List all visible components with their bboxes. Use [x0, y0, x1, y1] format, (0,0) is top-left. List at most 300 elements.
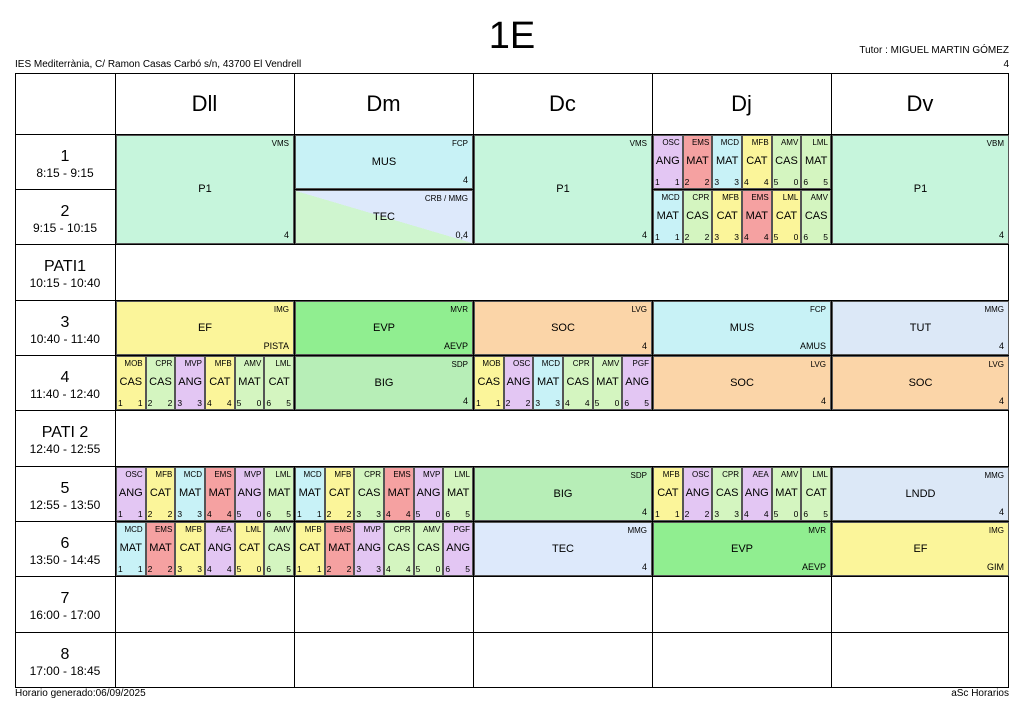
subject-code: CAS: [357, 487, 381, 499]
period-label: [15, 369, 115, 401]
page-number: 4: [1003, 59, 1009, 70]
lesson-card[interactable]: [832, 356, 1009, 410]
teacher-code: AMV: [810, 193, 828, 202]
teacher-code: EMS: [751, 193, 769, 202]
room-code: 4: [998, 396, 1004, 406]
lesson-card[interactable]: [832, 522, 1009, 576]
group-lesson[interactable]: [742, 190, 772, 244]
room-code: PISTA: [263, 341, 289, 351]
subject-code: MAT: [446, 487, 470, 499]
room-code: 0: [614, 398, 620, 408]
lesson-card[interactable]: [295, 356, 473, 410]
room-code: 4: [998, 341, 1004, 351]
room-code: 0: [793, 509, 799, 519]
room-code: 4: [998, 507, 1004, 517]
group-lesson[interactable]: [264, 467, 294, 521]
subject-code: MUS: [729, 321, 755, 334]
room-code: 5: [465, 509, 470, 519]
subject-code: ANG: [237, 487, 262, 499]
subject-code: CAS: [715, 487, 739, 499]
group-number: 4: [207, 509, 212, 519]
group-lesson[interactable]: [205, 356, 235, 410]
subject-code: EF: [913, 542, 928, 555]
group-number: 5: [594, 398, 600, 408]
subject-code: SOC: [551, 321, 575, 334]
group-number: 4: [744, 232, 749, 242]
period-number: 5: [60, 479, 70, 497]
room-code: 3: [734, 509, 739, 519]
teacher-code: LVG: [988, 360, 1004, 369]
teacher-code: CPR: [155, 359, 173, 368]
subject-code: MAT: [715, 155, 739, 167]
day-header: Dll: [191, 90, 218, 116]
room-code: 1: [137, 398, 143, 408]
group-lesson[interactable]: [235, 522, 265, 576]
group-lesson[interactable]: [116, 522, 146, 576]
group-lesson[interactable]: [384, 522, 414, 576]
column-divider: [652, 632, 653, 688]
group-lesson[interactable]: [264, 522, 294, 576]
group-lesson[interactable]: [801, 467, 831, 521]
room-code: 4: [226, 564, 232, 574]
teacher-code: LVG: [810, 360, 826, 369]
room-code: 3: [555, 398, 560, 408]
subject-code: MAT: [686, 155, 709, 167]
subject-code: LNDD: [905, 487, 936, 500]
group-lesson[interactable]: [295, 522, 325, 576]
teacher-code: SDP: [630, 471, 647, 480]
group-number: 3: [714, 177, 720, 187]
period-label: [15, 258, 115, 290]
group-lesson[interactable]: [683, 135, 713, 189]
group-number: 5: [236, 564, 242, 574]
teacher-code: EMS: [393, 470, 411, 479]
subject-code: CAT: [746, 155, 768, 167]
lesson-card[interactable]: [832, 135, 1009, 244]
group-lesson[interactable]: [325, 467, 355, 521]
subject-code: ANG: [744, 487, 769, 499]
group-number: 1: [655, 509, 660, 519]
group-number: 2: [147, 509, 153, 519]
subject-code: ANG: [685, 487, 710, 499]
teacher-code: CPR: [364, 470, 381, 479]
subject-code: EVP: [730, 542, 753, 555]
teacher-code: MFB: [751, 138, 769, 147]
period-time: 17:00 - 18:45: [29, 664, 101, 678]
period-number: 8: [60, 646, 70, 663]
teacher-code: PGF: [453, 525, 470, 534]
room-code: 3: [197, 564, 202, 574]
subject-code: P1: [198, 183, 212, 195]
room-code: 2: [346, 564, 352, 574]
room-code: 4: [584, 398, 590, 408]
room-code: 4: [641, 230, 647, 240]
group-lesson[interactable]: [175, 522, 205, 576]
room-code: 4: [641, 507, 647, 517]
subject-code: TEC: [552, 542, 574, 555]
lesson-card[interactable]: [474, 135, 652, 244]
group-number: 1: [297, 509, 302, 519]
subject-code: MUS: [371, 155, 397, 168]
subject-code: CAS: [149, 376, 172, 388]
subject-code: MAT: [745, 210, 769, 222]
room-code: 4: [405, 564, 411, 574]
subject-code: CAT: [716, 210, 738, 222]
school-address: IES Mediterrània, C/ Ramon Casas Carbó s/n, 43700 El Vendrell: [15, 59, 302, 70]
subject-code: ANG: [118, 487, 143, 499]
group-lesson[interactable]: [146, 356, 176, 410]
group-number: 1: [655, 177, 660, 187]
subject-code: CAT: [149, 487, 172, 499]
teacher-code: MVR: [450, 305, 468, 314]
subject-code: CAS: [775, 155, 798, 167]
group-lesson[interactable]: [146, 522, 176, 576]
room-code: 4: [226, 509, 232, 519]
group-lesson[interactable]: [325, 522, 355, 576]
group-lesson[interactable]: [414, 522, 444, 576]
period-time: 10:40 - 11:40: [30, 331, 100, 346]
room-code: 3: [376, 564, 381, 574]
group-lesson[interactable]: [384, 467, 414, 521]
teacher-code: AEA: [215, 525, 232, 534]
group-number: 6: [445, 509, 451, 519]
column-divider: [115, 632, 116, 688]
subject-code: MAT: [775, 487, 798, 499]
teacher-code: OSC: [691, 470, 710, 479]
group-lesson[interactable]: [443, 467, 473, 521]
column-divider: [294, 576, 295, 632]
room-code: 0: [793, 232, 799, 242]
group-lesson[interactable]: [474, 356, 504, 410]
teacher-code: AMV: [780, 138, 799, 147]
row-divider: [15, 244, 1009, 245]
room-code: 5: [644, 398, 649, 408]
teacher-code: VMS: [271, 139, 289, 148]
subject-code: BIG: [553, 487, 573, 500]
lesson-card[interactable]: [653, 522, 831, 576]
room-code: 2: [167, 509, 173, 519]
teacher-code: LML: [454, 470, 470, 479]
subject-code: CAS: [119, 376, 143, 388]
lesson-card[interactable]: [832, 467, 1009, 521]
subject-code: MAT: [656, 210, 680, 222]
row-divider: [15, 576, 1009, 577]
room-code: 1: [316, 509, 322, 519]
room-code: 0: [256, 564, 262, 574]
lesson-card[interactable]: [116, 301, 294, 355]
period-time: 16:00 - 17:00: [29, 608, 101, 622]
room-code: 5: [286, 564, 291, 574]
room-code: 3: [734, 177, 739, 187]
teacher-code: LML: [812, 470, 828, 479]
group-lesson[interactable]: [116, 467, 146, 521]
subject-code: CAT: [775, 210, 798, 222]
group-lesson[interactable]: [772, 467, 802, 521]
lesson-card[interactable]: [295, 190, 473, 244]
period-label: [15, 314, 115, 346]
room-code: 2: [346, 509, 352, 519]
group-lesson[interactable]: [801, 135, 831, 189]
subject-code: BIG: [374, 376, 394, 389]
teacher-code: FCP: [452, 139, 468, 148]
day-header: Dj: [731, 90, 752, 116]
column-divider: [831, 632, 832, 688]
room-code: 0: [256, 398, 262, 408]
row-divider: [15, 632, 1009, 633]
group-number: 2: [326, 564, 332, 574]
group-number: 6: [266, 564, 272, 574]
subject-code: MAT: [149, 542, 172, 554]
subject-code: ANG: [655, 155, 680, 167]
subject-code: MAT: [267, 487, 291, 499]
room-code: 1: [137, 509, 143, 519]
subject-code: CAS: [686, 210, 709, 222]
group-lesson[interactable]: [235, 467, 265, 521]
group-lesson[interactable]: [653, 467, 683, 521]
room-code: 5: [823, 509, 828, 519]
group-number: 5: [415, 509, 421, 519]
group-number: 5: [236, 509, 242, 519]
group-lesson[interactable]: [772, 135, 802, 189]
teacher-code: MOB: [482, 359, 501, 368]
teacher-code: MVR: [808, 526, 826, 535]
teacher-code: VBM: [986, 139, 1004, 148]
teacher-code: MFB: [214, 359, 232, 368]
period-number: 7: [60, 590, 70, 607]
group-number: 4: [207, 398, 212, 408]
row-divider: [15, 410, 1009, 411]
group-lesson[interactable]: [593, 356, 623, 410]
lesson-card[interactable]: [295, 301, 473, 355]
teacher-code: MOB: [124, 359, 143, 368]
group-lesson[interactable]: [354, 467, 384, 521]
subject-code: EF: [197, 321, 213, 334]
subject-code: ANG: [357, 542, 382, 554]
group-lesson[interactable]: [295, 467, 325, 521]
teacher-code: MCD: [183, 470, 202, 479]
lesson-card[interactable]: [653, 356, 831, 410]
teacher-code: AMV: [243, 359, 262, 368]
teacher-code: LML: [782, 193, 799, 202]
group-lesson[interactable]: [742, 467, 772, 521]
room-code: 0: [435, 564, 441, 574]
subject-code: TEC: [373, 210, 395, 223]
group-lesson[interactable]: [205, 467, 235, 521]
subject-code: ANG: [178, 376, 203, 388]
subject-code: CAT: [209, 376, 231, 388]
day-header: Dc: [549, 90, 576, 116]
group-number: 3: [714, 232, 720, 242]
subject-code: P1: [913, 183, 928, 195]
group-number: 1: [655, 232, 660, 242]
group-number: 2: [684, 232, 690, 242]
column-divider: [115, 244, 116, 300]
subject-code: CAS: [566, 376, 590, 388]
group-number: 5: [773, 177, 779, 187]
period-time: 13:50 - 14:45: [29, 552, 101, 567]
group-lesson[interactable]: [146, 467, 176, 521]
subject-code: TUT: [909, 321, 932, 334]
subject-code: MAT: [178, 487, 202, 499]
subject-code: CAT: [299, 542, 321, 554]
group-lesson[interactable]: [772, 190, 802, 244]
group-number: 1: [118, 398, 123, 408]
room-code: 0: [256, 509, 262, 519]
column-divider: [473, 632, 474, 688]
group-lesson[interactable]: [712, 190, 742, 244]
group-lesson[interactable]: [175, 356, 205, 410]
lesson-card[interactable]: [474, 301, 652, 355]
group-lesson[interactable]: [175, 467, 205, 521]
teacher-code: MCD: [661, 193, 680, 202]
group-number: 1: [118, 509, 123, 519]
group-lesson[interactable]: [354, 522, 384, 576]
column-divider: [115, 410, 116, 466]
subject-code: EVP: [372, 321, 395, 334]
subject-code: MAT: [119, 542, 143, 554]
teacher-code: SDP: [451, 360, 468, 369]
subject-code: MAT: [208, 487, 232, 499]
group-lesson[interactable]: [683, 467, 713, 521]
group-number: 3: [356, 564, 362, 574]
teacher-code: MCD: [720, 138, 739, 147]
teacher-code: MMG: [984, 471, 1004, 480]
room-code: 4: [462, 396, 468, 406]
group-lesson[interactable]: [653, 135, 683, 189]
room-code: 2: [167, 564, 173, 574]
group-number: 2: [684, 177, 690, 187]
lesson-card[interactable]: [474, 522, 652, 576]
subject-code: SOC: [908, 376, 933, 389]
group-lesson[interactable]: [235, 356, 265, 410]
app-credit: aSc Horarios: [951, 688, 1009, 699]
group-lesson[interactable]: [504, 356, 534, 410]
group-lesson[interactable]: [653, 190, 683, 244]
teacher-code: MCD: [541, 359, 560, 368]
group-number: 2: [505, 398, 511, 408]
subject-code: CAT: [657, 487, 679, 499]
teacher-code: FCP: [810, 305, 826, 314]
group-number: 1: [118, 564, 123, 574]
period-label: [15, 203, 115, 235]
teacher-code: CPR: [393, 525, 411, 534]
subject-code: MAT: [238, 376, 261, 388]
room-code: 2: [704, 177, 710, 187]
teacher-code: OSC: [512, 359, 531, 368]
group-number: 3: [177, 398, 183, 408]
subject-code: CAT: [328, 487, 351, 499]
group-number: 3: [535, 398, 541, 408]
subject-code: MAT: [298, 487, 322, 499]
teacher-code: MCD: [303, 470, 322, 479]
group-number: 4: [207, 564, 212, 574]
room-code: 0,4: [455, 230, 468, 240]
teacher-code: IMG: [273, 305, 289, 314]
group-number: 6: [624, 398, 630, 408]
teacher-code: LML: [275, 359, 291, 368]
timetable-title: 1E: [488, 15, 536, 57]
group-lesson[interactable]: [712, 135, 742, 189]
teacher-code: VMS: [629, 139, 647, 148]
column-divider: [294, 632, 295, 688]
group-lesson[interactable]: [414, 467, 444, 521]
room-code: 3: [734, 232, 739, 242]
group-lesson[interactable]: [712, 467, 742, 521]
group-number: 6: [266, 398, 272, 408]
room-code: 4: [763, 232, 769, 242]
teacher-code: AEA: [752, 470, 769, 479]
group-number: 6: [266, 509, 272, 519]
subject-code: ANG: [416, 487, 441, 499]
room-code: 4: [763, 509, 769, 519]
group-lesson[interactable]: [533, 356, 563, 410]
teacher-code: MFB: [185, 525, 202, 534]
room-code: AEVP: [443, 341, 468, 351]
group-lesson[interactable]: [443, 522, 473, 576]
teacher-code: CPR: [722, 470, 739, 479]
group-number: 2: [684, 509, 690, 519]
tutor-name: Tutor : MIGUEL MARTIN GÓMEZ: [859, 45, 1009, 56]
period-number: PATI 2: [41, 424, 89, 441]
group-lesson[interactable]: [742, 135, 772, 189]
group-lesson[interactable]: [264, 356, 294, 410]
group-lesson[interactable]: [205, 522, 235, 576]
lesson-card[interactable]: [832, 301, 1009, 355]
room-code: AMUS: [799, 341, 826, 351]
teacher-code: AMV: [780, 470, 799, 479]
subject-code: MAT: [596, 376, 619, 388]
period-label: [15, 148, 115, 180]
lesson-card[interactable]: [295, 135, 473, 189]
group-lesson[interactable]: [683, 190, 713, 244]
teacher-code: MVP: [363, 525, 381, 534]
group-lesson[interactable]: [801, 190, 831, 244]
lesson-card[interactable]: [653, 301, 831, 355]
teacher-code: CPR: [572, 359, 590, 368]
lesson-card[interactable]: [474, 467, 652, 521]
teacher-code: PGF: [632, 359, 649, 368]
period-label: [15, 590, 115, 622]
subject-code: CAS: [804, 210, 828, 222]
room-code: 4: [763, 177, 769, 187]
lesson-card[interactable]: [116, 135, 294, 244]
subject-code: ANG: [625, 376, 650, 388]
group-lesson[interactable]: [116, 356, 146, 410]
teacher-code: MVP: [243, 470, 262, 479]
room-code: AEVP: [801, 562, 826, 572]
room-code: 0: [793, 177, 799, 187]
group-number: 5: [415, 564, 421, 574]
group-lesson[interactable]: [563, 356, 593, 410]
room-code: 5: [286, 398, 291, 408]
subject-code: ANG: [446, 542, 471, 554]
room-code: 5: [823, 177, 828, 187]
subject-code: CAS: [387, 542, 411, 554]
room-code: 2: [704, 232, 710, 242]
column-divider: [473, 576, 474, 632]
period-time: 11:40 - 12:40: [30, 386, 100, 401]
room-code: 4: [641, 562, 647, 572]
room-code: 4: [226, 398, 232, 408]
group-lesson[interactable]: [622, 356, 652, 410]
room-code: 4: [462, 175, 468, 185]
room-code: 3: [376, 509, 381, 519]
period-number: 1: [60, 147, 70, 165]
period-time: 12:55 - 13:50: [29, 497, 101, 512]
period-label: [15, 480, 115, 512]
subject-code: CAT: [268, 376, 290, 388]
period-number: 4: [60, 368, 70, 386]
